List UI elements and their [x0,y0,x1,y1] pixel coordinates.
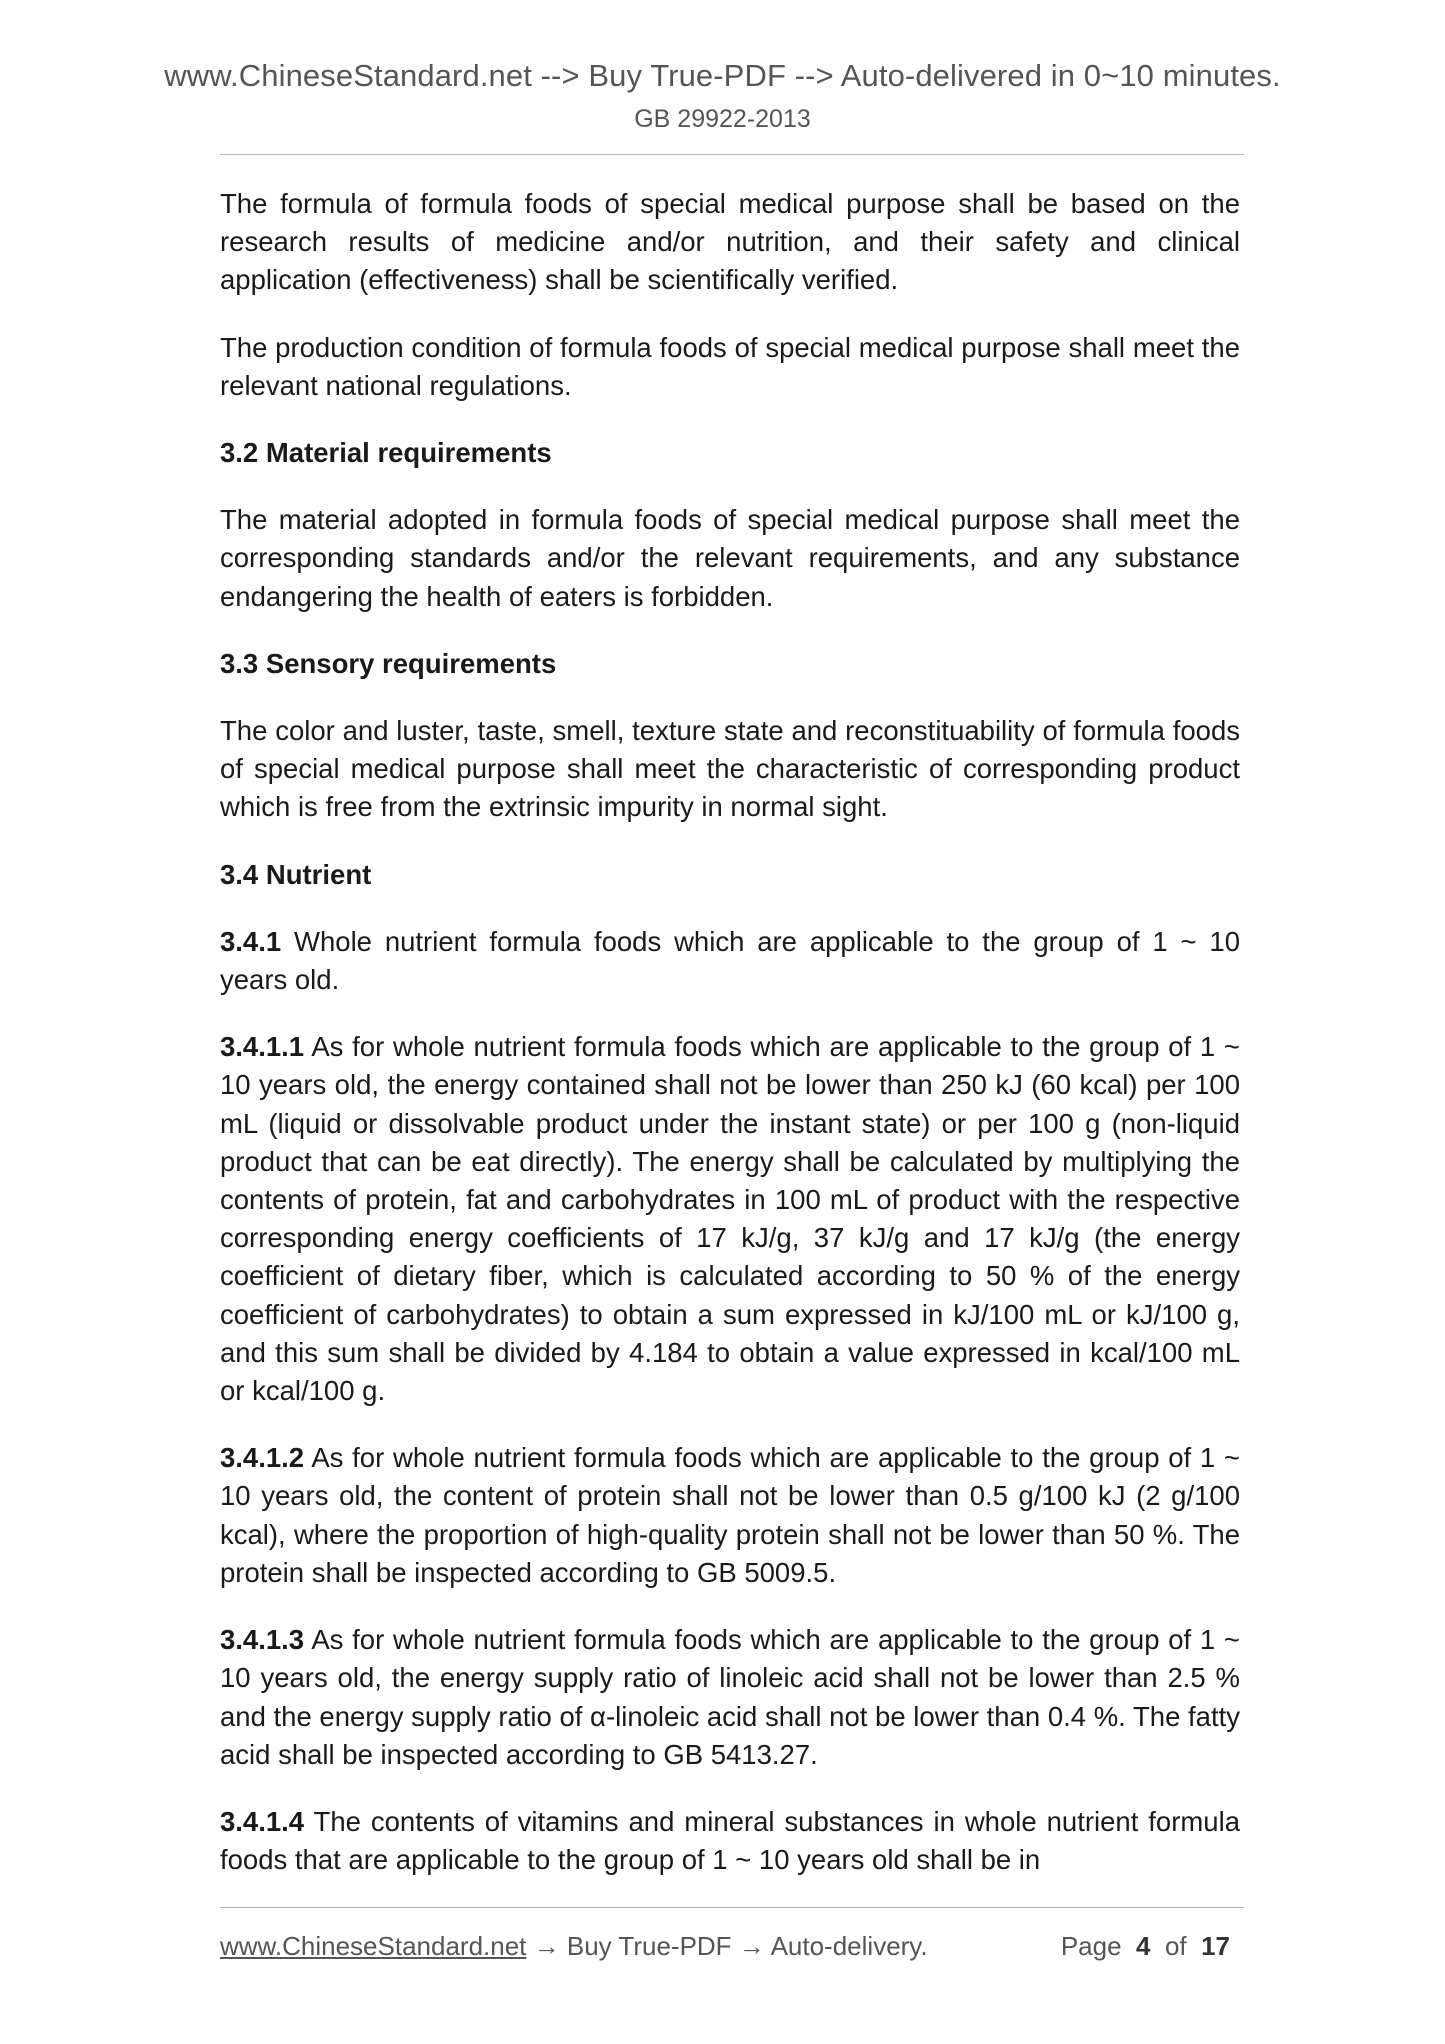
header-divider [220,154,1244,155]
footer-left [220,1931,928,1962]
clause-number: 3.4.1.4 [220,1805,305,1837]
clause-number: 3.4.1.2 [220,1442,305,1474]
clause-3-4-1-1 [220,1028,1240,1410]
section-heading-3-4: 3.4 Nutrient [220,858,372,890]
paragraph-production-condition: The production condition of formula foods of special medical purpose shall meet the relevant national regulations. [220,331,1240,401]
section-heading-3-2: 3.2 Material requirements [220,437,552,469]
footer-divider [220,1907,1244,1908]
document-body [220,185,1240,1908]
clause-number: 3.4.1.3 [220,1624,305,1656]
clause-number: 3.4.1.1 [220,1031,305,1063]
paragraph-material: The material adopted in formula foods of special medical purpose shall meet the corresponding standards and/or the relevant requirements, and any substance endangering the health of eaters is forbidden. [220,504,1240,612]
page-total: 17 [1201,1931,1230,1961]
clause-text: Whole nutrient formula foods which are applicable to the group of 1 ~ 10 years old. [220,925,1240,996]
standard-code: GB 29922-2013 [634,105,811,133]
clause-3-4-1 [220,923,1240,999]
footer-site-link[interactable]: www.ChineseStandard.net [220,1931,527,1961]
header-banner: www.ChineseStandard.net --> Buy True-PDF --> Auto-delivered in 0~10 minutes. [164,58,1281,93]
of-word: of [1164,1931,1187,1961]
section-heading-3-3: 3.3 Sensory requirements [220,647,557,679]
clause-number: 3.4.1 [220,925,282,957]
page-word: Page [1060,1931,1122,1961]
clause-text: As for whole nutrient formula foods which are applicable to the group of 1 ~ 10 years old, the energy supply ratio of linoleic acid shall not be lower than 2.5 % and the energy supply ratio of α-linoleic acid shall not be lower than 0.4 %. The fatty acid shall be inspected according to GB 5413.27. [220,1624,1240,1770]
clause-3-4-1-4 [220,1803,1240,1879]
clause-3-4-1-3 [220,1621,1240,1774]
clause-text: The contents of vitamins and mineral substances in whole nutrient formula foods that are applicable to the group of 1 ~ 10 years old shall be in [220,1805,1240,1876]
paragraph-formula-basis: The formula of formula foods of special medical purpose shall be based on the research results of medicine and/or nutrition, and their safety and clinical application (effectiveness) shall be scientifically verified. [220,188,1240,296]
footer-tagline: → Buy True-PDF → Auto-delivery. [526,1931,928,1961]
page-current: 4 [1136,1931,1151,1961]
paragraph-sensory: The color and luster, taste, smell, texture state and reconstituability of formula foods of special medical purpose shall meet the characteristic of corresponding product which is free from the extrinsic impurity in normal sight. [220,715,1240,823]
page-footer [220,1931,1244,1967]
page-number [1061,1931,1230,1962]
clause-3-4-1-2 [220,1439,1240,1592]
clause-text: As for whole nutrient formula foods which are applicable to the group of 1 ~ 10 years old, the content of protein shall not be lower than 0.5 g/100 kJ (2 g/100 kcal), where the proportion of high-quality protein shall not be lower than 50 %. The protein shall be inspected according to GB 5009.5. [220,1442,1240,1588]
clause-text: As for whole nutrient formula foods which are applicable to the group of 1 ~ 10 years old, the energy contained shall not be lower than 250 kJ (60 kcal) per 100 mL (liquid or dissolvable product under the instant state) or per 100 g (non-liquid product that can be eat directly). The energy shall be calculated by multiplying the contents of protein, fat and carbohydrates in 100 mL of product with the respective corresponding energy coefficients of 17 kJ/g, 37 kJ/g and 17 kJ/g (the energy coefficient of dietary fiber, which is calculated according to 50 % of the energy coefficient of carbohydrates) to obtain a sum expressed in kJ/100 mL or kJ/100 g, and this sum shall be divided by 4.184 to obtain a value expressed in kcal/100 mL or kcal/100 g. [220,1031,1240,1407]
